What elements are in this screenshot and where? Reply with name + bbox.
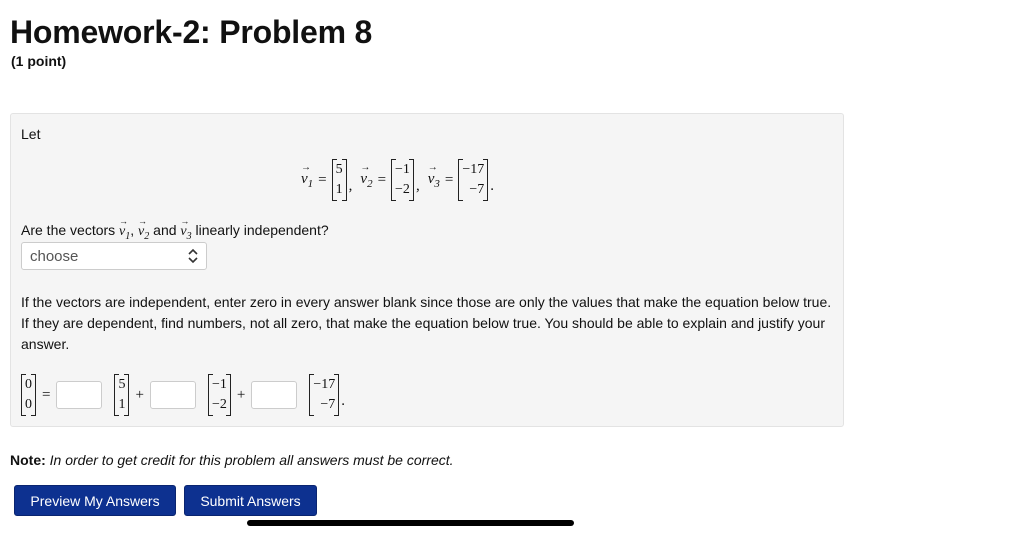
linear-combination-equation	[21, 374, 345, 416]
matrix-entry: −7	[320, 397, 336, 412]
vector-definitions	[301, 159, 494, 201]
v2-matrix	[391, 159, 414, 201]
equals-sign: =	[377, 171, 387, 188]
period: .	[341, 393, 345, 409]
v3-matrix-eq	[309, 374, 339, 416]
v2-inline: → $v_2$	[138, 216, 150, 242]
comma: ,	[348, 178, 353, 194]
equals-sign: =	[42, 386, 51, 403]
plus-sign: +	[236, 386, 246, 403]
matrix-entry: 0	[25, 377, 32, 392]
note-text: In order to get credit for this problem all answers must be correct.	[49, 452, 454, 468]
home-indicator-bar	[247, 520, 574, 526]
chevron-up-down-icon	[188, 248, 198, 264]
matrix-entry: −1	[211, 377, 227, 392]
v2-matrix-eq	[208, 374, 231, 416]
v3-symbol: → $v_3$	[427, 161, 440, 190]
preview-answers-button[interactable]: Preview My Answers	[14, 485, 176, 516]
matrix-entry: 0	[25, 397, 32, 412]
instructions-text: If the vectors are independent, enter zero in every answer blank since those are only the values that make the equation below true. If they are dependent, find numbers, not all zero, that make the equation below true. You should be able to explain and justify your answer.	[21, 294, 832, 352]
matrix-entry: −1	[395, 162, 410, 177]
independence-question: Are the vectors → $v_1$, → $v_2$ and → $v_3$ linearly independent?	[21, 216, 329, 242]
note-label: Note:	[10, 452, 46, 468]
problem-panel	[10, 113, 844, 427]
comma: ,	[415, 178, 420, 194]
matrix-entry: −17	[462, 162, 485, 177]
v1-matrix	[332, 159, 347, 201]
v3-inline: → $v_3$	[180, 216, 192, 242]
matrix-entry: 1	[335, 182, 343, 197]
plus-sign: +	[135, 386, 144, 403]
matrix-entry: 5	[118, 377, 126, 392]
coefficient-3-input[interactable]	[251, 381, 297, 409]
matrix-entry: −7	[469, 182, 485, 197]
matrix-entry: −17	[313, 377, 336, 392]
independence-select[interactable]	[21, 242, 207, 270]
v3-matrix	[458, 159, 488, 201]
equals-sign: =	[318, 171, 327, 188]
matrix-entry: 1	[118, 397, 126, 412]
coefficient-2-input[interactable]	[150, 381, 196, 409]
v1-inline: → $v_1$	[119, 216, 131, 242]
page-title: Homework-2: Problem 8	[10, 14, 373, 50]
v2-symbol: → $v_2$	[360, 161, 373, 190]
select-value: choose	[30, 248, 79, 265]
matrix-entry: 5	[335, 162, 343, 177]
submit-answers-button[interactable]: Submit Answers	[184, 485, 317, 516]
equals-sign: =	[444, 171, 454, 188]
matrix-entry: −2	[211, 397, 227, 412]
v1-symbol: → $v_1$	[301, 161, 314, 190]
credit-note	[10, 452, 454, 468]
period: .	[490, 178, 494, 194]
matrix-entry: −2	[395, 182, 410, 197]
coefficient-1-input[interactable]	[56, 381, 102, 409]
let-label: Let	[21, 126, 41, 142]
points-label: (1 point)	[11, 53, 67, 69]
v1-matrix-eq	[114, 374, 129, 416]
zero-vector-matrix	[21, 374, 36, 416]
